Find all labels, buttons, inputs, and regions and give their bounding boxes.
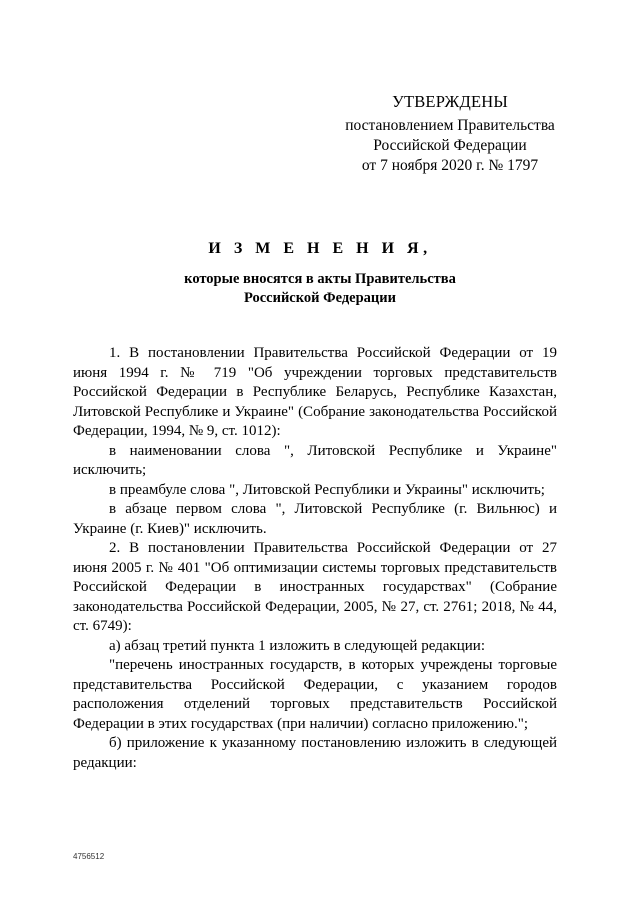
- approval-line-resolution: постановлением Правительства: [345, 117, 555, 134]
- approval-line-date-number: от 7 ноября 2020 г. № 1797: [361, 157, 539, 174]
- paragraph-7: "перечень иностранных государств, в которых учреждены торговые представительства Российской Федерации, с указанием городов расположения отделений торговых представительств Российской Федерации в этих государствах (при наличии) согласно приложению.";: [73, 657, 557, 732]
- document-body: [73, 344, 557, 773]
- document-title: И З М Е Н Е Н И Я,: [208, 240, 432, 257]
- paragraph-5: 2. В постановлении Правительства Российской Федерации от 27 июня 2005 г. № 401 "Об оптимизации системы торговых представительств Российской Федерации в иностранных государствах" (Собрание законодательства Российской Федерации, 2005, № 27, ст. 2761; 2018, № 44, ст. 6749):: [73, 540, 557, 634]
- document-code: 4756512: [73, 852, 105, 861]
- paragraph-1: 1. В постановлении Правительства Российской Федерации от 19 июня 1994 г. № 719 "Об учреждении торговых представительств Российской Федерации в Республике Беларусь, Республике Казахстан, Литовской Республике и Украине" (Собрание законодательства Российской Федерации, 1994, № 9, ст. 1012):: [73, 345, 557, 439]
- paragraph-8: б) приложение к указанному постановлению изложить в следующей редакции:: [73, 735, 557, 771]
- paragraph-3: в преамбуле слова ", Литовской Республики и Украины" исключить;: [109, 481, 545, 498]
- paragraph-4: в абзаце первом слова ", Литовской Республике (г. Вильнюс) и Украине (г. Киев)" исключить.: [73, 501, 557, 537]
- paragraph-6: а) абзац третий пункта 1 изложить в следующей редакции:: [109, 637, 485, 654]
- approval-line-federation: Российской Федерации: [373, 137, 527, 154]
- paragraph-2: в наименовании слова ", Литовской Республике и Украине" исключить;: [73, 442, 557, 478]
- document-subtitle-line2: Российской Федерации: [243, 290, 396, 306]
- approval-title: УТВЕРЖДЕНЫ: [392, 92, 508, 111]
- document-subtitle-line1: которые вносятся в акты Правительства: [184, 271, 456, 287]
